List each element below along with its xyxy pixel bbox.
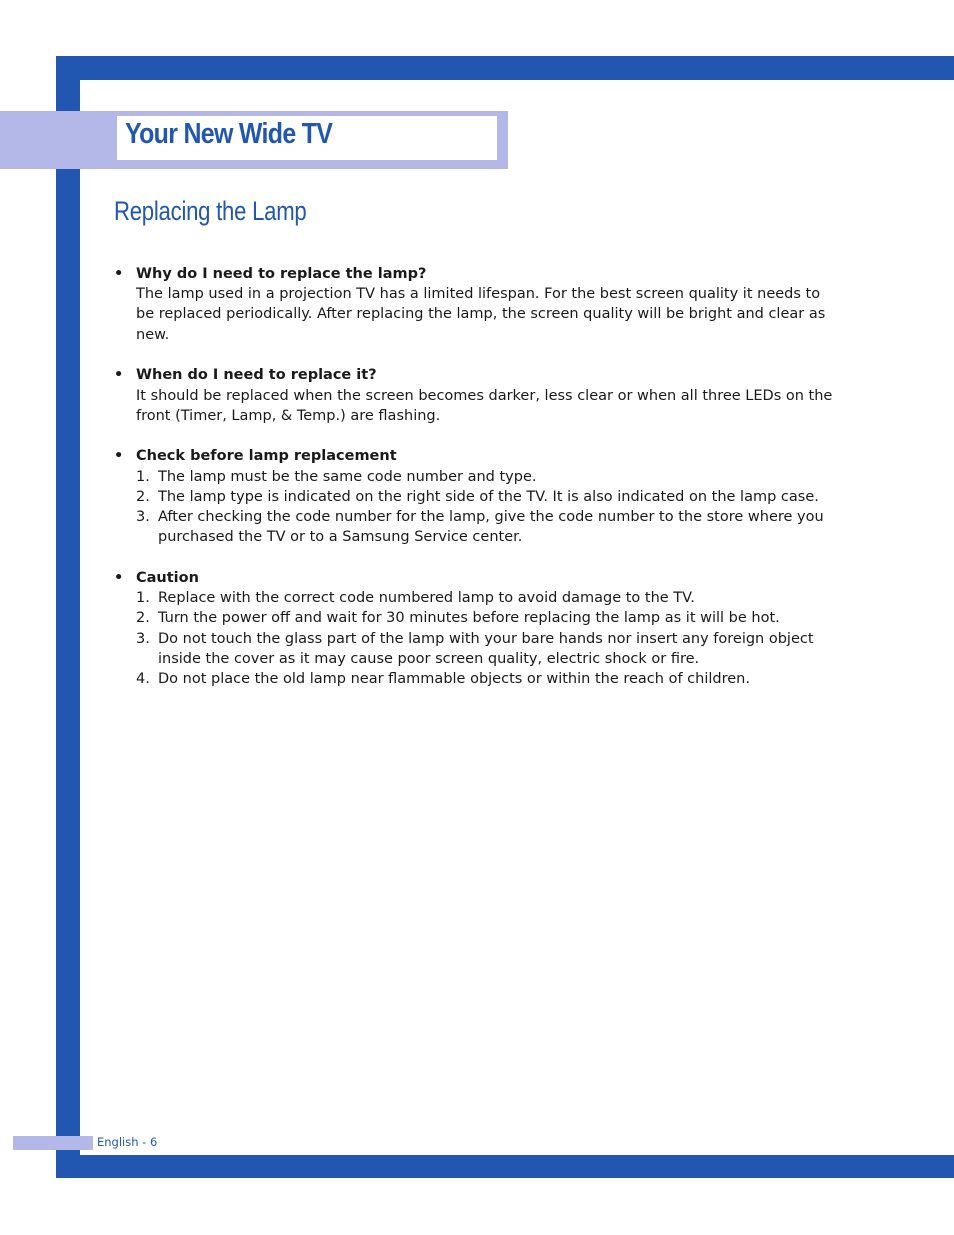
faq-section [114, 264, 834, 345]
numbered-list [114, 467, 834, 548]
question-text: Caution [136, 569, 199, 586]
item-number: 3. [136, 509, 150, 526]
bullet: • [114, 448, 124, 465]
item-text: The lamp type is indicated on the right side of the TV. It is also indicated on the lamp case. [158, 488, 819, 505]
answer-text: The lamp used in a projection TV has a limited lifespan. For the best screen quality it needs to be replaced periodically. After replacing the lamp, the screen quality will be bright and clear as new. [136, 286, 826, 343]
bottom-border-bar [56, 1155, 954, 1178]
item-text: After checking the code number for the lamp, give the code number to the store where you purchased the TV or to a Samsung Service center. [158, 509, 824, 546]
faq-section [114, 365, 834, 426]
item-text: Do not touch the glass part of the lamp with your bare hands nor insert any foreign object inside the cover as it may cause poor screen quality, electric shock or fire. [158, 630, 814, 667]
section-title: Replacing the Lamp [114, 196, 307, 226]
numbered-list [114, 588, 834, 689]
question-heading [114, 568, 834, 588]
question-text: When do I need to replace it? [136, 367, 377, 384]
question-heading [114, 446, 834, 466]
item-number: 1. [136, 590, 150, 607]
list-item [136, 608, 834, 628]
footer-accent-block [13, 1136, 93, 1150]
checklist-section [114, 446, 834, 547]
list-item [136, 669, 834, 689]
question-text: Why do I need to replace the lamp? [136, 266, 427, 282]
item-number: 2. [136, 610, 150, 627]
list-item [136, 467, 834, 487]
top-border-bar [56, 56, 954, 80]
list-item [136, 487, 834, 507]
item-text: Turn the power off and wait for 30 minutes before replacing the lamp as it will be hot. [158, 610, 780, 627]
bullet: • [114, 367, 124, 384]
item-number: 2. [136, 488, 150, 505]
item-text: Do not place the old lamp near flammable objects or within the reach of children. [158, 670, 750, 687]
item-text: Replace with the correct code numbered lamp to avoid damage to the TV. [158, 590, 695, 607]
item-text: The lamp must be the same code number and type. [158, 468, 537, 485]
list-item [136, 507, 834, 547]
item-number: 4. [136, 670, 150, 687]
caution-section [114, 568, 834, 689]
list-item [136, 629, 834, 669]
answer-text: It should be replaced when the screen becomes darker, less clear or when all three LEDs on the front (Timer, Lamp, & Temp.) are flashing. [136, 387, 833, 424]
left-border-bar [56, 56, 80, 1178]
item-number: 1. [136, 468, 150, 485]
question-heading [114, 365, 834, 385]
bullet: • [114, 569, 124, 586]
question-heading [114, 264, 834, 284]
bullet: • [114, 266, 124, 282]
page-number: English - 6 [97, 1135, 158, 1149]
list-item [136, 588, 834, 608]
question-text: Check before lamp replacement [136, 448, 397, 465]
page-title: Your New Wide TV [125, 118, 333, 150]
item-number: 3. [136, 630, 150, 647]
content [114, 264, 834, 710]
